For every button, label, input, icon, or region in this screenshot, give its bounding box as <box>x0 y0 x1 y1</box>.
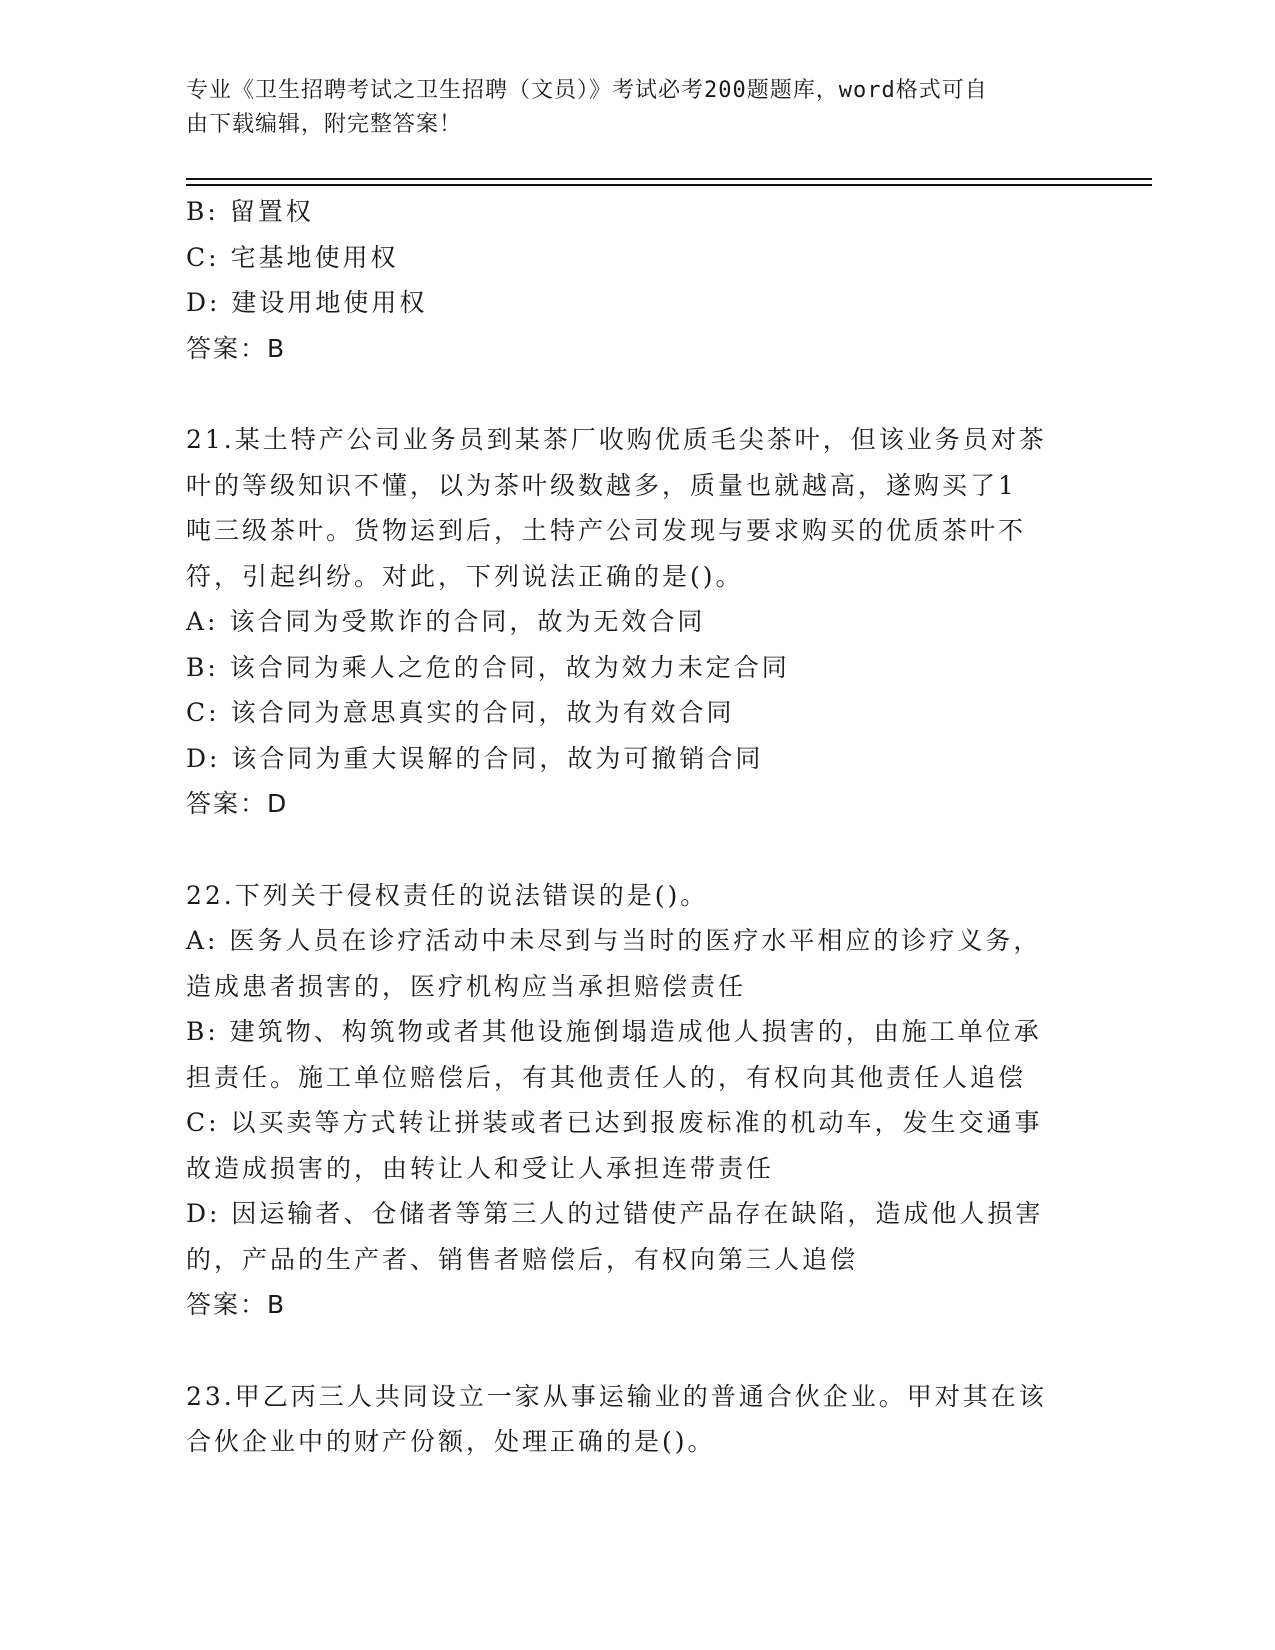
option-c-line: 故造成损害的，由转让人和受让人承担连带责任 <box>186 1153 775 1183</box>
option-a-line: A: 医务人员在诊疗活动中未尽到与当时的医疗水平相应的诊疗义务， <box>186 926 1042 955</box>
header-divider-bottom <box>186 184 1152 186</box>
option-d-line: 的，产品的生产者、销售者赔偿后，有权向第三人追偿 <box>186 1244 859 1274</box>
question-spacer <box>186 827 1086 873</box>
option-b: B: 该合同为乘人之危的合同，故为效力未定合同 <box>186 652 790 682</box>
option-a: A: 该合同为受欺诈的合同，故为无效合同 <box>186 607 706 636</box>
option-d-line: D: 因运输者、仓储者等第三人的过错使产品存在缺陷，造成他人损害 <box>186 1199 1044 1228</box>
question-20-tail <box>186 189 1086 371</box>
option-b-line: B: 建筑物、构筑物或者其他设施倒塌造成他人损害的，由施工单位承 <box>186 1017 1042 1046</box>
header-divider-top <box>186 178 1152 180</box>
answer: 答案：B <box>186 1290 287 1319</box>
question-stem-line: 21.某土特产公司业务员到某茶厂收购优质毛尖茶叶，但该业务员对茶 <box>186 425 1047 454</box>
question-spacer <box>186 1328 1086 1374</box>
option-c: C: 宅基地使用权 <box>186 242 399 272</box>
question-spacer <box>186 371 1086 417</box>
header-line-2: 由下载编辑，附完整答案！ <box>186 112 463 137</box>
question-stem-line: 23.甲乙丙三人共同设立一家从事运输业的普通合伙企业。甲对其在该 <box>186 1381 1047 1411</box>
option-b: B: 留置权 <box>186 197 314 226</box>
answer: 答案：D <box>186 789 289 818</box>
question-stem-line: 吨三级茶叶。货物运到后，土特产公司发现与要求购买的优质茶叶不 <box>186 516 1027 545</box>
answer: 答案：B <box>186 333 287 363</box>
option-b-line: 担责任。施工单位赔偿后，有其他责任人的，有权向其他责任人追偿 <box>186 1062 1027 1092</box>
page-header <box>186 74 1076 142</box>
option-a-line: 造成患者损害的，医疗机构应当承担赔偿责任 <box>186 971 747 1001</box>
question-21 <box>186 417 1086 827</box>
option-d: D: 建设用地使用权 <box>186 288 428 317</box>
header-line-1: 专业《卫生招聘考试之卫生招聘（文员）》考试必考200题题库，word格式可自 <box>186 78 988 103</box>
question-stem-line: 符，引起纠纷。对此，下列说法正确的是()。 <box>186 561 744 591</box>
question-stem-line: 合伙企业中的财产份额，处理正确的是()。 <box>186 1427 716 1456</box>
option-c-line: C: 以买卖等方式转让拼装或者已达到报废标准的机动车，发生交通事 <box>186 1108 1043 1137</box>
question-23 <box>186 1374 1086 1465</box>
question-content <box>186 189 1086 1465</box>
question-22 <box>186 873 1086 1328</box>
question-stem-line: 叶的等级知识不懂，以为茶叶级数越多，质量也就越高，遂购买了1 <box>186 470 1017 500</box>
option-d: D: 该合同为重大误解的合同，故为可撤销合同 <box>186 743 764 773</box>
question-stem: 22.下列关于侵权责任的说法错误的是()。 <box>186 880 709 910</box>
option-c: C: 该合同为意思真实的合同，故为有效合同 <box>186 698 735 727</box>
